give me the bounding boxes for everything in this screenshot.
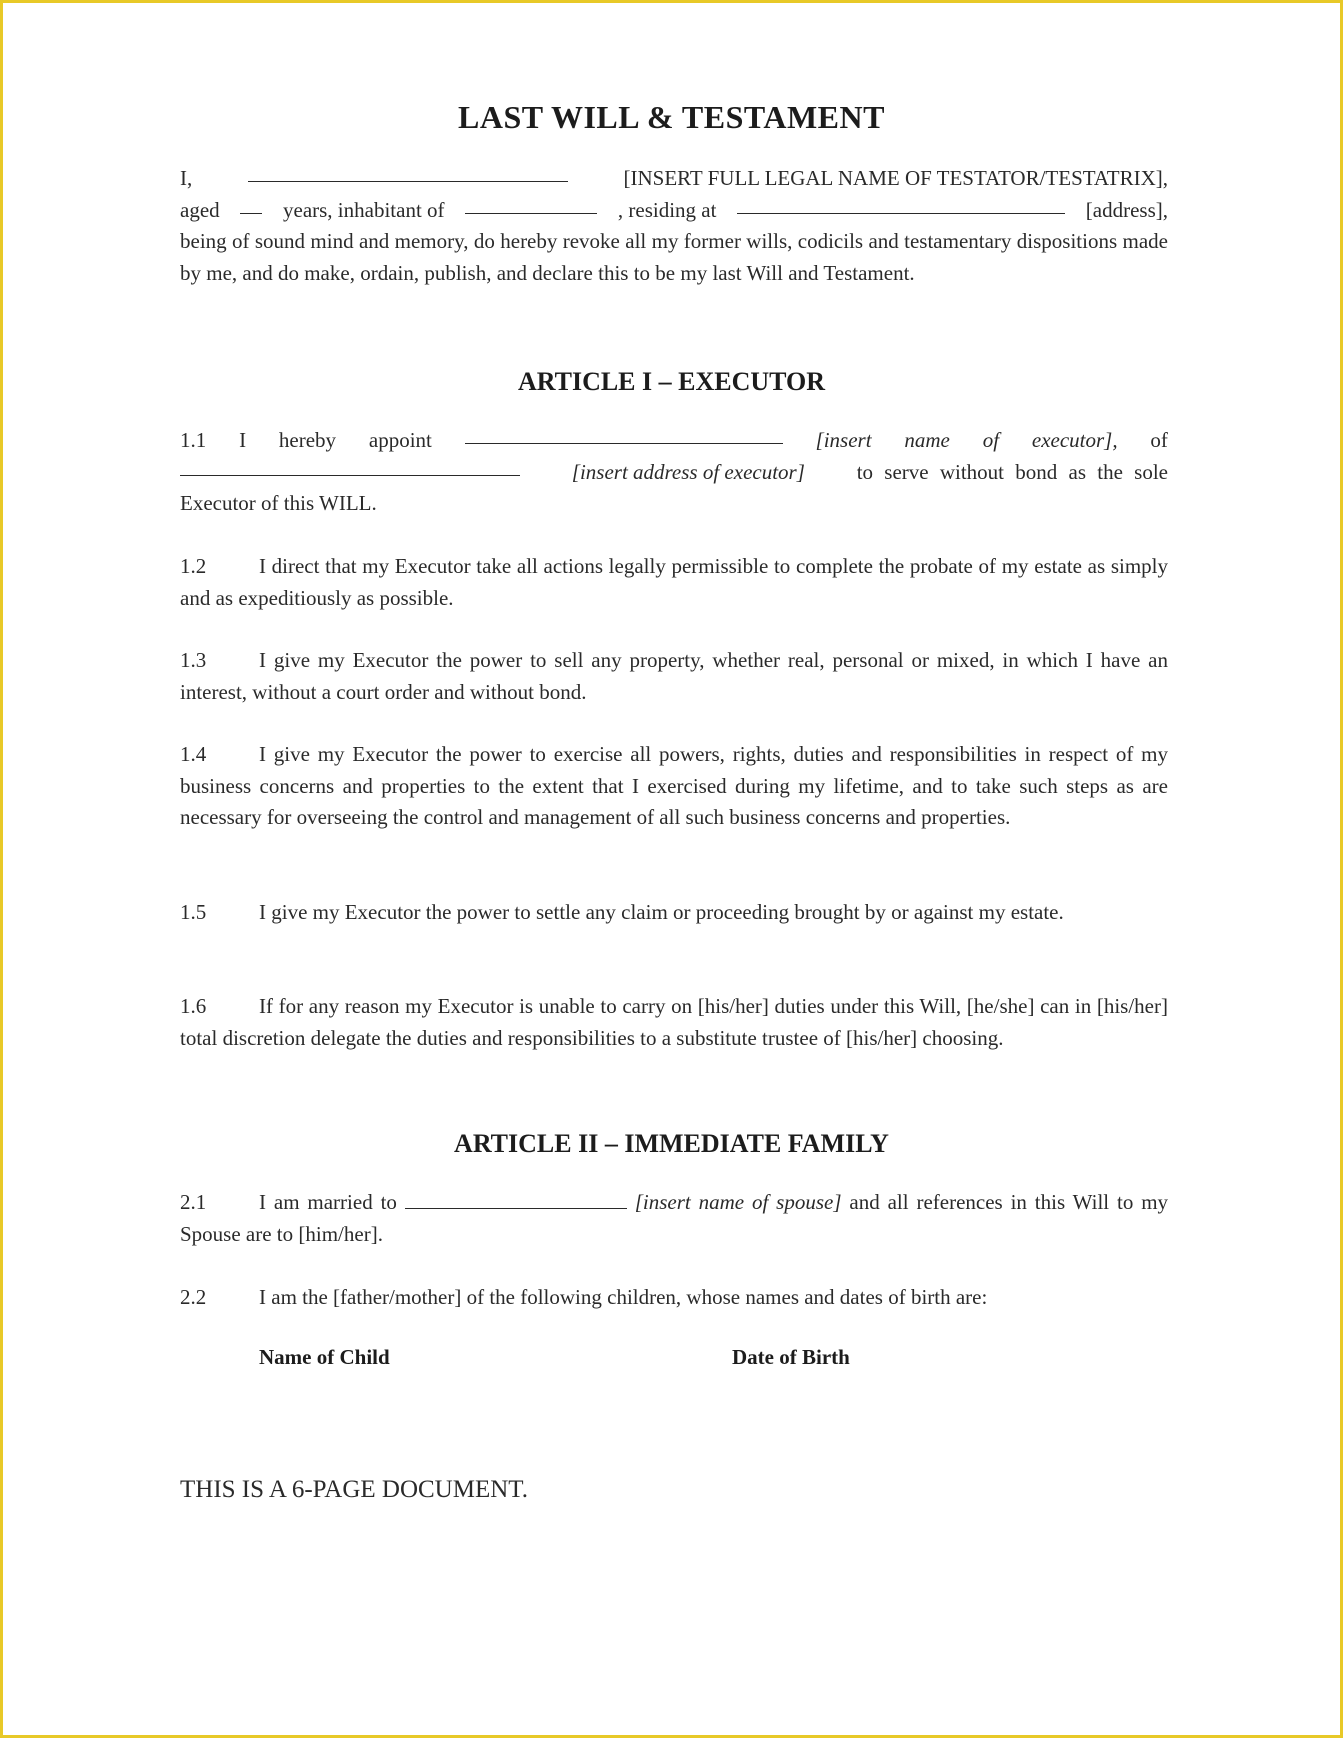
clause-2-1: [180, 1187, 1168, 1250]
intro-i: I,: [180, 166, 193, 190]
word: hereby: [278, 428, 337, 452]
word: of: [982, 428, 1000, 452]
insert-address-placeholder: [insert address of executor]: [571, 459, 805, 484]
intro-aged: aged: [180, 197, 220, 222]
executor-address-blank[interactable]: [180, 457, 520, 476]
clause-number: 1.1: [180, 428, 207, 452]
clause-number: 1.2: [180, 554, 207, 578]
clause-number: 1.5: [180, 900, 207, 924]
word: of: [1150, 428, 1168, 452]
clause-text: I give my Executor the power to settle any claim or proceeding brought by or against my estate.: [259, 900, 1064, 924]
address-placeholder: [address],: [1085, 197, 1168, 222]
age-blank[interactable]: [240, 195, 262, 214]
insert-spouse-placeholder: [insert name of spouse]: [634, 1190, 842, 1214]
clause-1-4: [180, 739, 1168, 834]
intro-residing-at: , residing at: [617, 197, 717, 222]
word: appoint: [368, 428, 432, 452]
clause-1-6: [180, 991, 1168, 1054]
clause-text: If for any reason my Executor is unable to carry on [his/her] duties under this Will, [he/she] can in [his/her] total discretion delegate the duties and responsibilities to a substitute trustee of [his/her] choosing.: [180, 994, 1168, 1050]
clause-1-2: [180, 551, 1168, 614]
intro-body-text: being of sound mind and memory, do hereby revoke all my former wills, codicils and testamentary dispositions made by me, and do make, ordain, publish, and declare this to be my last Will and Testament.: [180, 229, 1168, 285]
clause-text: I am married to: [259, 1190, 397, 1214]
clause-1-1-tail: to serve without bond as the sole: [856, 459, 1168, 484]
clause-1-1: [180, 425, 1168, 520]
testator-name-blank[interactable]: [248, 163, 568, 182]
intro-line-2: [180, 195, 1168, 227]
clause-1-5: [180, 897, 1168, 929]
word: [insert: [815, 428, 872, 452]
word: I: [239, 428, 247, 452]
column-header-date-of-birth: Date of Birth: [732, 1345, 850, 1369]
clause-text: I give my Executor the power to sell any property, whether real, personal or mixed, in which I have an interest, without a court order and without bond.: [180, 648, 1168, 704]
clause-text: I am the [father/mother] of the following children, whose names and dates of birth are:: [259, 1285, 988, 1309]
clause-1-1-line-2: [180, 457, 1168, 489]
intro-paragraph: [180, 163, 1168, 289]
clause-number: 1.3: [180, 648, 207, 672]
clause-number: 2.2: [180, 1285, 207, 1309]
article-2-heading: ARTICLE II – IMMEDIATE FAMILY: [454, 1129, 889, 1158]
executor-name-blank[interactable]: [465, 425, 783, 444]
inhabitant-blank[interactable]: [465, 195, 597, 214]
clause-number: 2.1: [180, 1190, 207, 1214]
clause-1-3: [180, 645, 1168, 708]
clause-1-1-line-3: Executor of this WILL.: [180, 491, 377, 515]
clause-number: 1.4: [180, 742, 207, 766]
clause-number: 1.6: [180, 994, 207, 1018]
clause-1-1-line-1: [180, 425, 1168, 457]
clause-text: I direct that my Executor take all actions legally permissible to complete the probate of my estate as simply and as expeditiously as possible.: [180, 554, 1168, 610]
column-header-name-of-child: Name of Child: [259, 1345, 390, 1369]
document-title: LAST WILL & TESTAMENT: [458, 99, 885, 135]
spouse-name-blank[interactable]: [405, 1190, 627, 1209]
word: executor],: [1031, 428, 1118, 452]
article-1-heading: ARTICLE I – EXECUTOR: [517, 367, 826, 396]
page-count-notice: THIS IS A 6-PAGE DOCUMENT.: [180, 1476, 528, 1503]
residence-blank[interactable]: [737, 195, 1065, 214]
intro-years-inhabitant: years, inhabitant of: [283, 197, 445, 222]
clause-2-2: [180, 1282, 1168, 1314]
insert-name-placeholder: [INSERT FULL LEGAL NAME OF TESTATOR/TESTATRIX],: [623, 166, 1168, 190]
word: name: [904, 428, 950, 452]
intro-line-1: [180, 163, 1168, 195]
clause-text: I give my Executor the power to exercise all powers, rights, duties and responsibilities in respect of my business concerns and properties to the extent that I exercised during my lifetime, and to take such steps as are necessary for overseeing the control and management of all such business concerns and properties.: [180, 742, 1168, 829]
clause-text: and all references in this Will to my Spouse are to [him/her].: [180, 1190, 1169, 1246]
